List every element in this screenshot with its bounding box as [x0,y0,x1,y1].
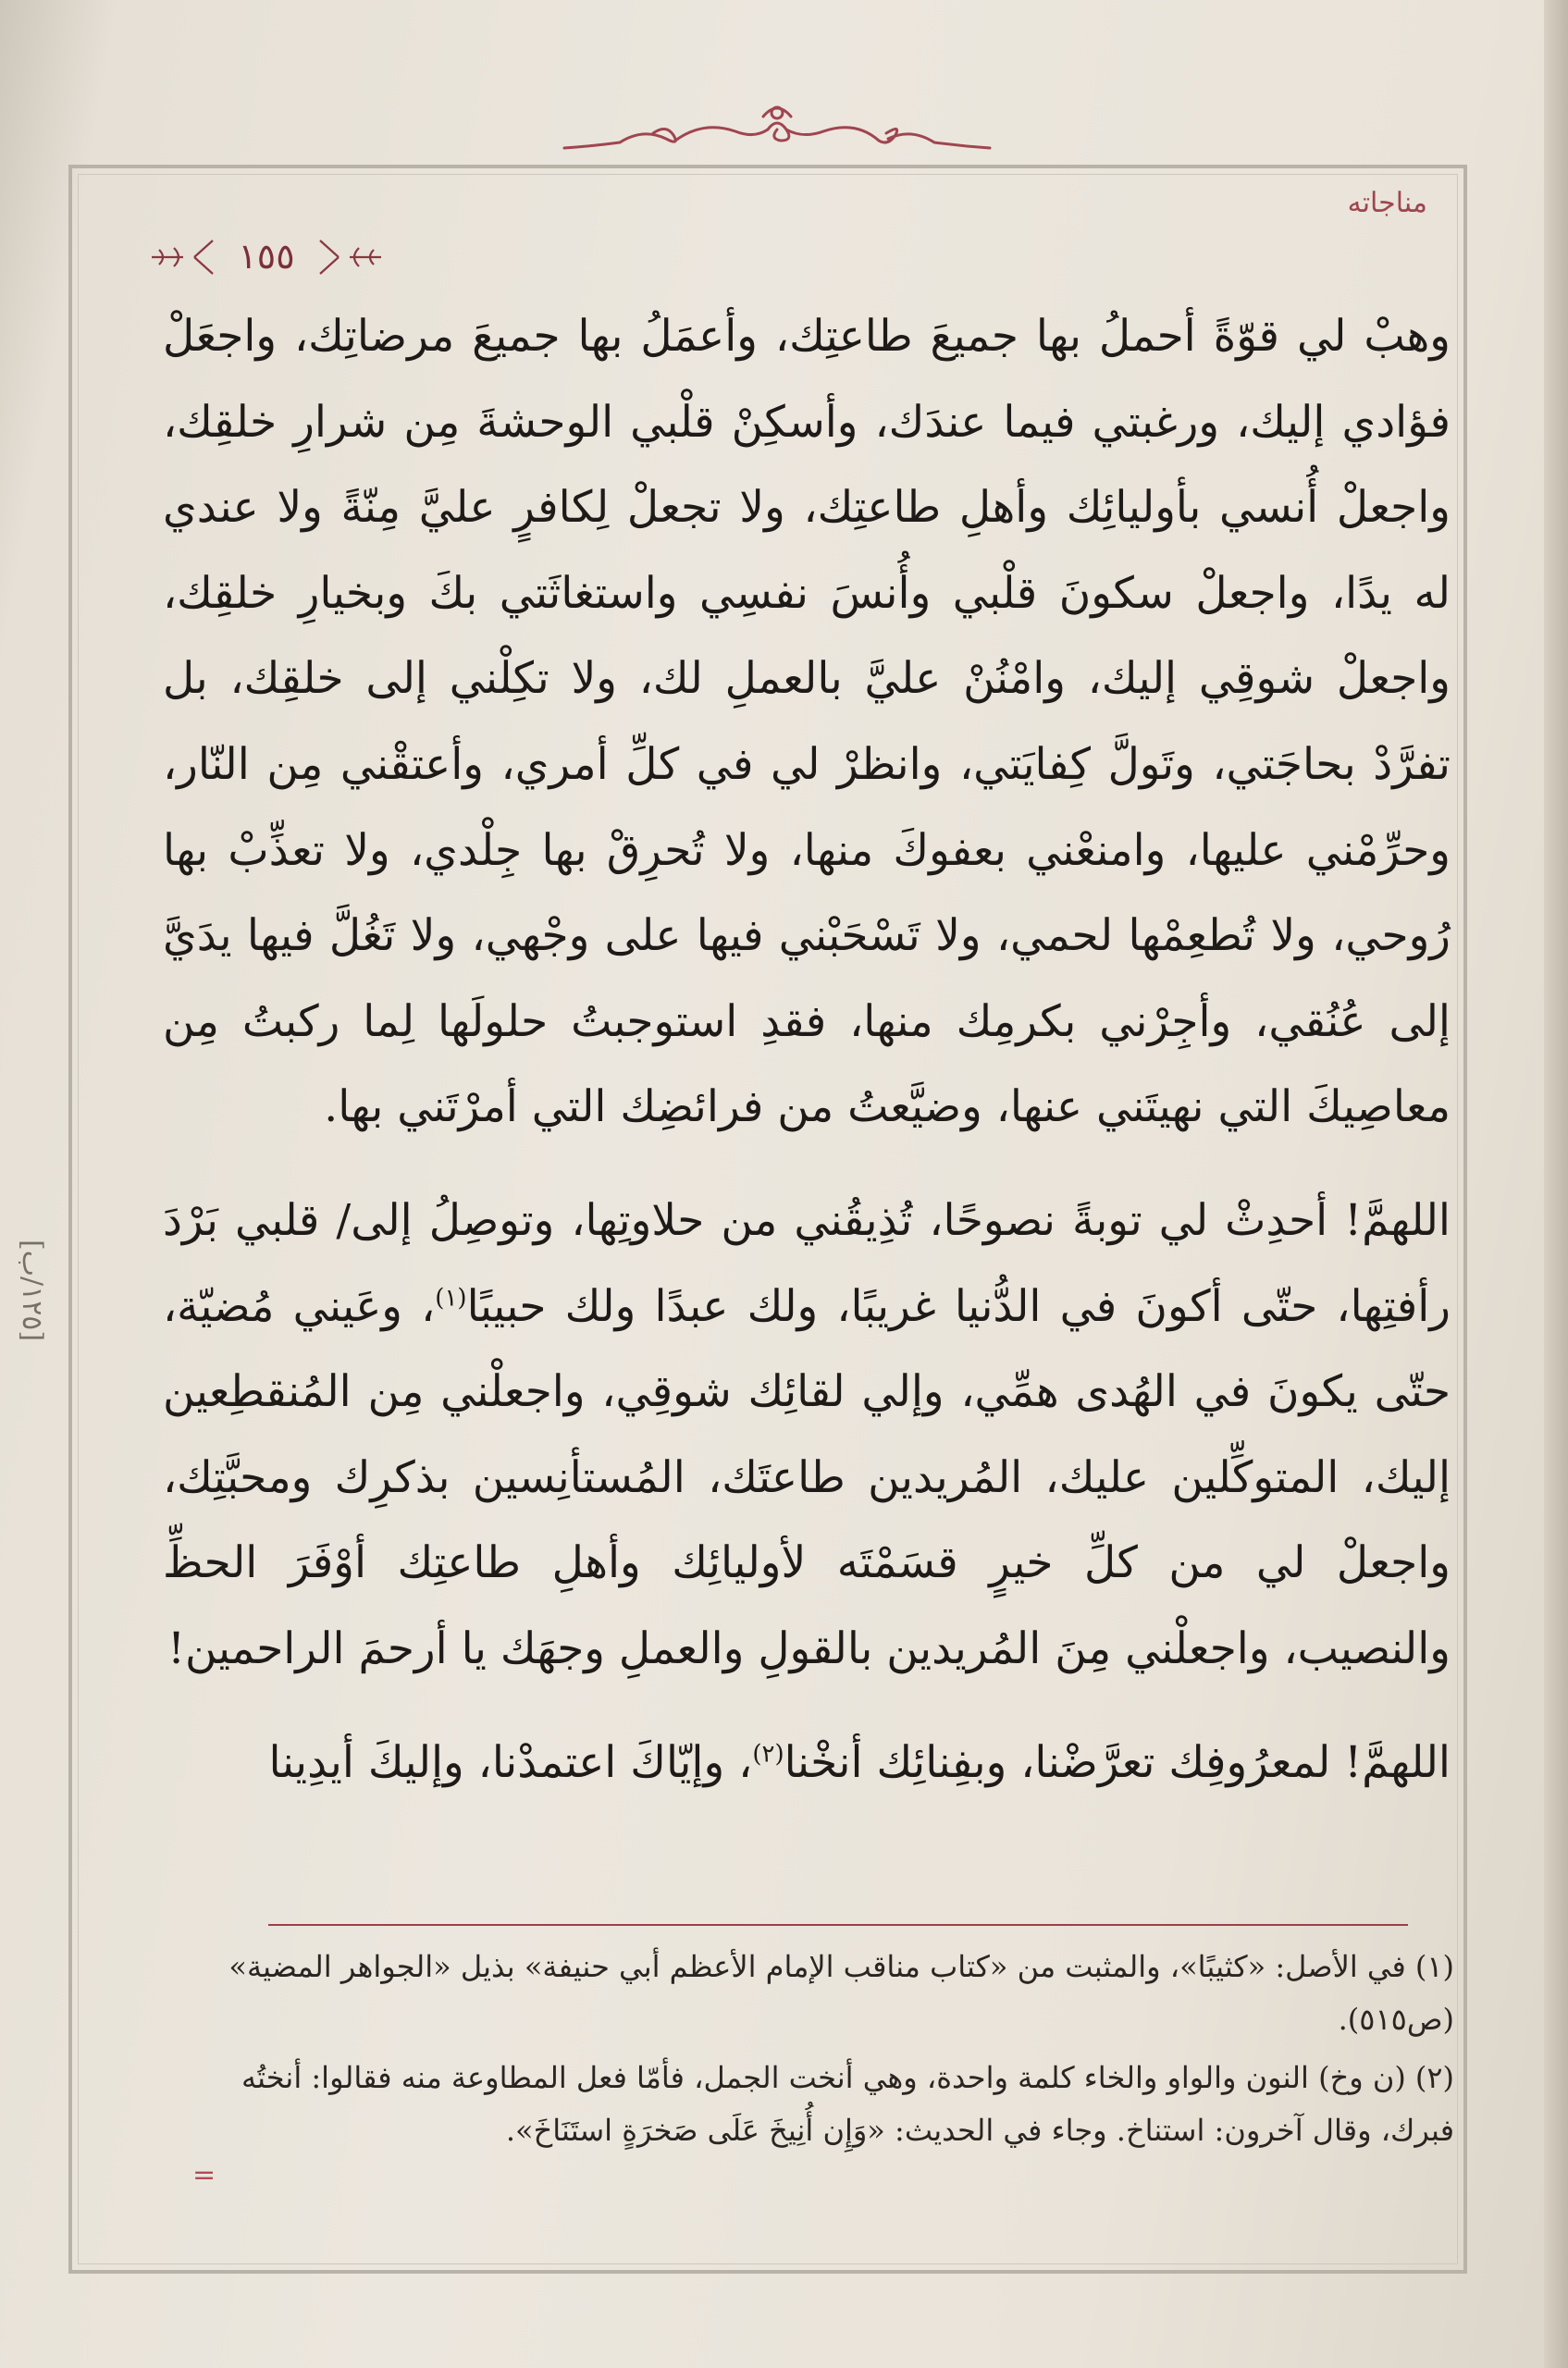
paragraph-text: اللهمَّ! لمعرُوفِك تعرَّضْنا، وبفِنائِك أنخْنا [784,1736,1451,1788]
folio-margin-note: [١٢٥/ب] [16,1240,48,1342]
footnote [163,2052,1454,2157]
footnote-reference[interactable]: (١) [435,1283,467,1312]
floral-scroll-ornament-icon [555,92,999,166]
footnote-reference[interactable]: (٢) [752,1739,784,1768]
paragraph-text: ، وإيّاكَ اعتمدْنا، وإليكَ أيدِينا [268,1736,753,1788]
page-number: ١٥٥ [238,236,295,277]
paragraph-text: اللهمَّ! أحدِثْ لي توبةً نصوحًا، تُذِيقُني من حلاوتِها، وتوصِلُ إلى/ قلبي بَرْدَ رأفتِها، حتّى أكونَ في الدُّنيا غريبًا، ولك عبدًا ولك حبيبًا [163,1194,1451,1332]
footnote-number: (١) [1414,1949,1454,1984]
footnote-text: في الأصل: «كثيبًا»، والمثبت من «كتاب مناقب الإمام الأعظم أبي حنيفة» بذيل «الجواهر المضية» (ص٥١٥). [228,1949,1454,2037]
main-text [163,294,1451,1806]
footnote-divider [268,1924,1408,1926]
paragraph [163,1720,1451,1807]
footnote-number: (٢) [1414,2060,1454,2095]
page-number-block [146,229,387,285]
section-title: مناجاته [1347,187,1427,219]
footnote [163,1941,1454,2046]
paragraph [163,1178,1451,1693]
page-edge [1544,0,1568,2368]
footnotes [163,1941,1454,2163]
paragraph-text: ، وعَيني مُضيّة، حتّى يكونَ في الهُدى همِّي، وإلي لقائِك شوقِي، واجعلْني مِن المُنقطِعين إليك، المتوكِّلين عليك، المُريدين طاعتَك، المُستأنِسين بذكرِك ومحبَّتِك، واجعلْ لي من كلِّ خيرٍ قسَمْتَه لأوليائِك وأهلِ طاعتِك أوْفَرَ الحظِّ والنصيب، واجعلْني مِنَ المُريدين بالقولِ والعملِ وجهَك يا أرحمَ الراحمين! [163,1280,1451,1674]
dash-mark-icon: = [192,2159,216,2191]
footnote-text: (ن وخ) النون والواو والخاء كلمة واحدة، وهي أنخت الجمل، فأمّا فعل المطاوعة منه فقالوا: أنختُه فبرك، وقال آخرون: استناخ. وجاء في الحديث: «وَإِن أُنِيخَ عَلَى صَخرَةٍ استَنَاخَ». [241,2060,1454,2148]
paragraph: وهبْ لي قوّةً أحملُ بها جميعَ طاعتِك، وأعمَلُ بها جميعَ مرضاتِك، واجعَلْ فؤادي إليك، ورغبتي فيما عندَك، وأسكِنْ قلْبي الوحشةَ مِن شرارِ خلقِك، واجعلْ أُنسي بأوليائِك وأهلِ طاعتِك، ولا تجعلْ لِكافرٍ عليَّ مِنّةً ولا عندي له يدًا، واجعلْ سكونَ قلْبي وأُنسَ نفسِي واستغاثَتي بكَ وبخيارِ خلقِك، واجعلْ شوقِي إليك، وامْنُنْ عليَّ بالعملِ لك، ولا تكِلْني إلى خلقِك، بل تفرَّدْ بحاجَتي، وتَولَّ كِفايَتي، وانظرْ لي في كلِّ أمري، وأعتقْني مِن النّار، وحرِّمْني عليها، وامنعْني بعفوكَ منها، ولا تُحرِقْ بها جِلْدي، ولا تعذِّبْ بها رُوحي، ولا تُطعِمْها لحمي، ولا تَسْحَبْني فيها على وجْهي، ولا تَغُلَّ فيها يدَيَّ إلى عُنُقي، وأجِرْني بكرمِك منها، فقدِ استوجبتُ حلولَها لِما ركبتُ مِن معاصِيكَ التي نهيتَني عنها، وضيَّعتُ من فرائضِك التي أمرْتَني بها. [163,311,1451,1133]
